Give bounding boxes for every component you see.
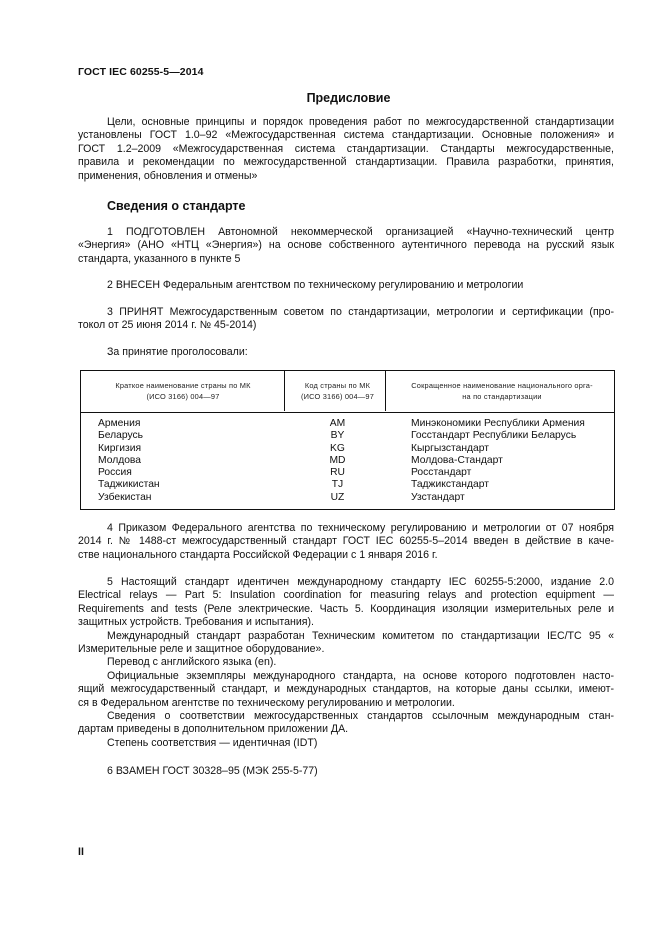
intro-line: Цели, основные принципы и порядок проведения работ по межгосударственной стандартизации	[107, 116, 614, 128]
country-code: RU	[330, 467, 345, 479]
voted-label: За принятие проголосовали:	[107, 346, 248, 358]
standards-body: Минэкономики Республики Армения	[411, 418, 585, 429]
item-5-line: защитных устройств. Требования и испытания).	[78, 616, 315, 629]
country-code: UZ	[330, 491, 345, 503]
item-3-line: токол от 25 июня 2014 г. № 45-2014)	[78, 319, 257, 332]
standards-body: Кыргызстандарт	[411, 442, 490, 454]
country-code: BY	[330, 430, 345, 442]
item-5d-line: ящий межгосударственный стандарт, и международных стандартов, на которые даны ссылки, имеют-	[78, 683, 614, 696]
document-header: ГОСТ IEC 60255-5—2014	[78, 66, 204, 78]
header-text: Сокращенное наименование национального орга-	[411, 381, 593, 390]
item-4-line: стве национального стандарта Российской Федерации с 1 января 2016 г.	[78, 548, 438, 561]
item-1-line: «Энергия» (АНО «НТЦ «Энергия») на основе собственного аутентичного перевода на русский язык	[78, 239, 614, 252]
page-number: II	[78, 846, 84, 858]
section-title: Сведения о стандарте	[107, 199, 246, 213]
intro-line: ГОСТ 1.2–2009 «Межгосударственная система стандартизации. Стандарты межгосударственные,	[78, 142, 614, 155]
country-name: Узбекистан	[98, 491, 152, 503]
intro-line: правила и рекомендации по межгосударственной стандартизации. Правила разработки, принятия,	[78, 156, 614, 169]
country-code: MD	[329, 454, 346, 466]
header-text: (ИСО 3166) 004—97	[300, 392, 375, 401]
page-title: Предисловие	[306, 91, 391, 105]
country-name: Таджикистан	[98, 479, 160, 491]
header-body	[389, 370, 615, 413]
item-2-paragraph: 2 ВНЕСЕН Федеральным агентством по техническому регулированию и метрологии	[107, 279, 524, 291]
country-code: KG	[330, 442, 345, 454]
item-3-line: 3 ПРИНЯТ Межгосударственным советом по стандартизации, метрологии и сертификации (про-	[107, 306, 614, 318]
country-code: TJ	[331, 479, 344, 491]
intro-line: установлены ГОСТ 1.0–92 «Межгосударственная система стандартизации. Основные положения» и	[78, 129, 614, 142]
header-country	[80, 370, 286, 413]
item-5f-line: Степень соответствия — идентичная (IDT)	[107, 736, 318, 749]
item-4-line: 4 Приказом Федерального агентства по техническому регулированию и метрологии от 07 ноября	[107, 522, 614, 534]
item-5-line: 5 Настоящий стандарт идентичен международному стандарту IEC 60255-5:2000, издание 2.0	[107, 576, 614, 588]
standards-body: Росстандарт	[411, 467, 472, 479]
item-5b-line: Международный стандарт разработан Техническим комитетом по стандартизации IEC/TC 95 «	[107, 629, 614, 642]
standards-body: Таджикстандарт	[411, 479, 489, 491]
item-5b-line: Измерительные реле и защитное оборудование».	[78, 643, 325, 656]
header-text: Код страны по МК	[304, 381, 371, 390]
code-column	[286, 413, 389, 513]
item-1-paragraph	[78, 226, 614, 266]
item-5-line: Requirements and tests (Реле электрические. Часть 5. Координация изоляции измерительных реле и	[78, 602, 614, 615]
country-name: Россия	[98, 467, 132, 479]
intro-paragraph	[78, 116, 614, 183]
voting-table	[80, 370, 615, 512]
item-5e-line: Сведения о соответствии межгосударственных стандартов ссылочным международным стан-	[107, 710, 614, 723]
standards-body: Госстандарт Республики Беларусь	[411, 430, 577, 442]
standards-body: Молдова-Стандарт	[411, 454, 503, 466]
item-5-line: Electrical relays — Part 5: Insulation coordination for measuring relays and protection equipment —	[78, 589, 614, 602]
item-5c-line: Перевод с английского языка (en).	[107, 656, 277, 669]
item-4-paragraph	[78, 522, 614, 562]
item-3-paragraph	[78, 306, 614, 333]
item-4-line: 2014 г. № 1488-ст межгосударственный стандарт ГОСТ IEC 60255-5–2014 введен в действие в каче-	[78, 535, 614, 548]
item-1-line: стандарта, указанного в пункте 5	[78, 252, 241, 265]
header-text: на по стандартизации	[462, 392, 542, 401]
country-name: Молдова	[98, 454, 142, 466]
item-5-paragraph	[78, 576, 614, 750]
header-text: Краткое наименование страны по МК	[115, 381, 251, 390]
standards-body: Узстандарт	[411, 491, 465, 503]
table-row	[80, 413, 615, 513]
item-1-line: 1 ПОДГОТОВЛЕН Автономной некоммерческой организацией «Научно-технический центр	[107, 226, 614, 238]
item-5d-line: ся в Федеральном агентстве по техническому регулированию и метрологии.	[78, 696, 455, 709]
table-header-row	[80, 370, 615, 413]
header-text: (ИСО 3166) 004—97	[146, 392, 220, 401]
country-column	[80, 413, 286, 513]
header-code	[286, 370, 389, 413]
intro-line: применения, обновления и отмены»	[78, 169, 258, 182]
country-name: Беларусь	[98, 430, 144, 442]
item-5e-line: дартам приведены в дополнительном приложении ДА.	[78, 723, 349, 736]
body-column	[389, 413, 615, 513]
country-name: Киргизия	[98, 442, 142, 454]
item-6-paragraph: 6 ВЗАМЕН ГОСТ 30328–95 (МЭК 255-5-77)	[107, 765, 318, 777]
item-5d-line: Официальные экземпляры международного стандарта, на основе которого подготовлен насто-	[107, 669, 614, 682]
country-name: Армения	[98, 418, 141, 429]
country-code: AM	[329, 418, 346, 429]
